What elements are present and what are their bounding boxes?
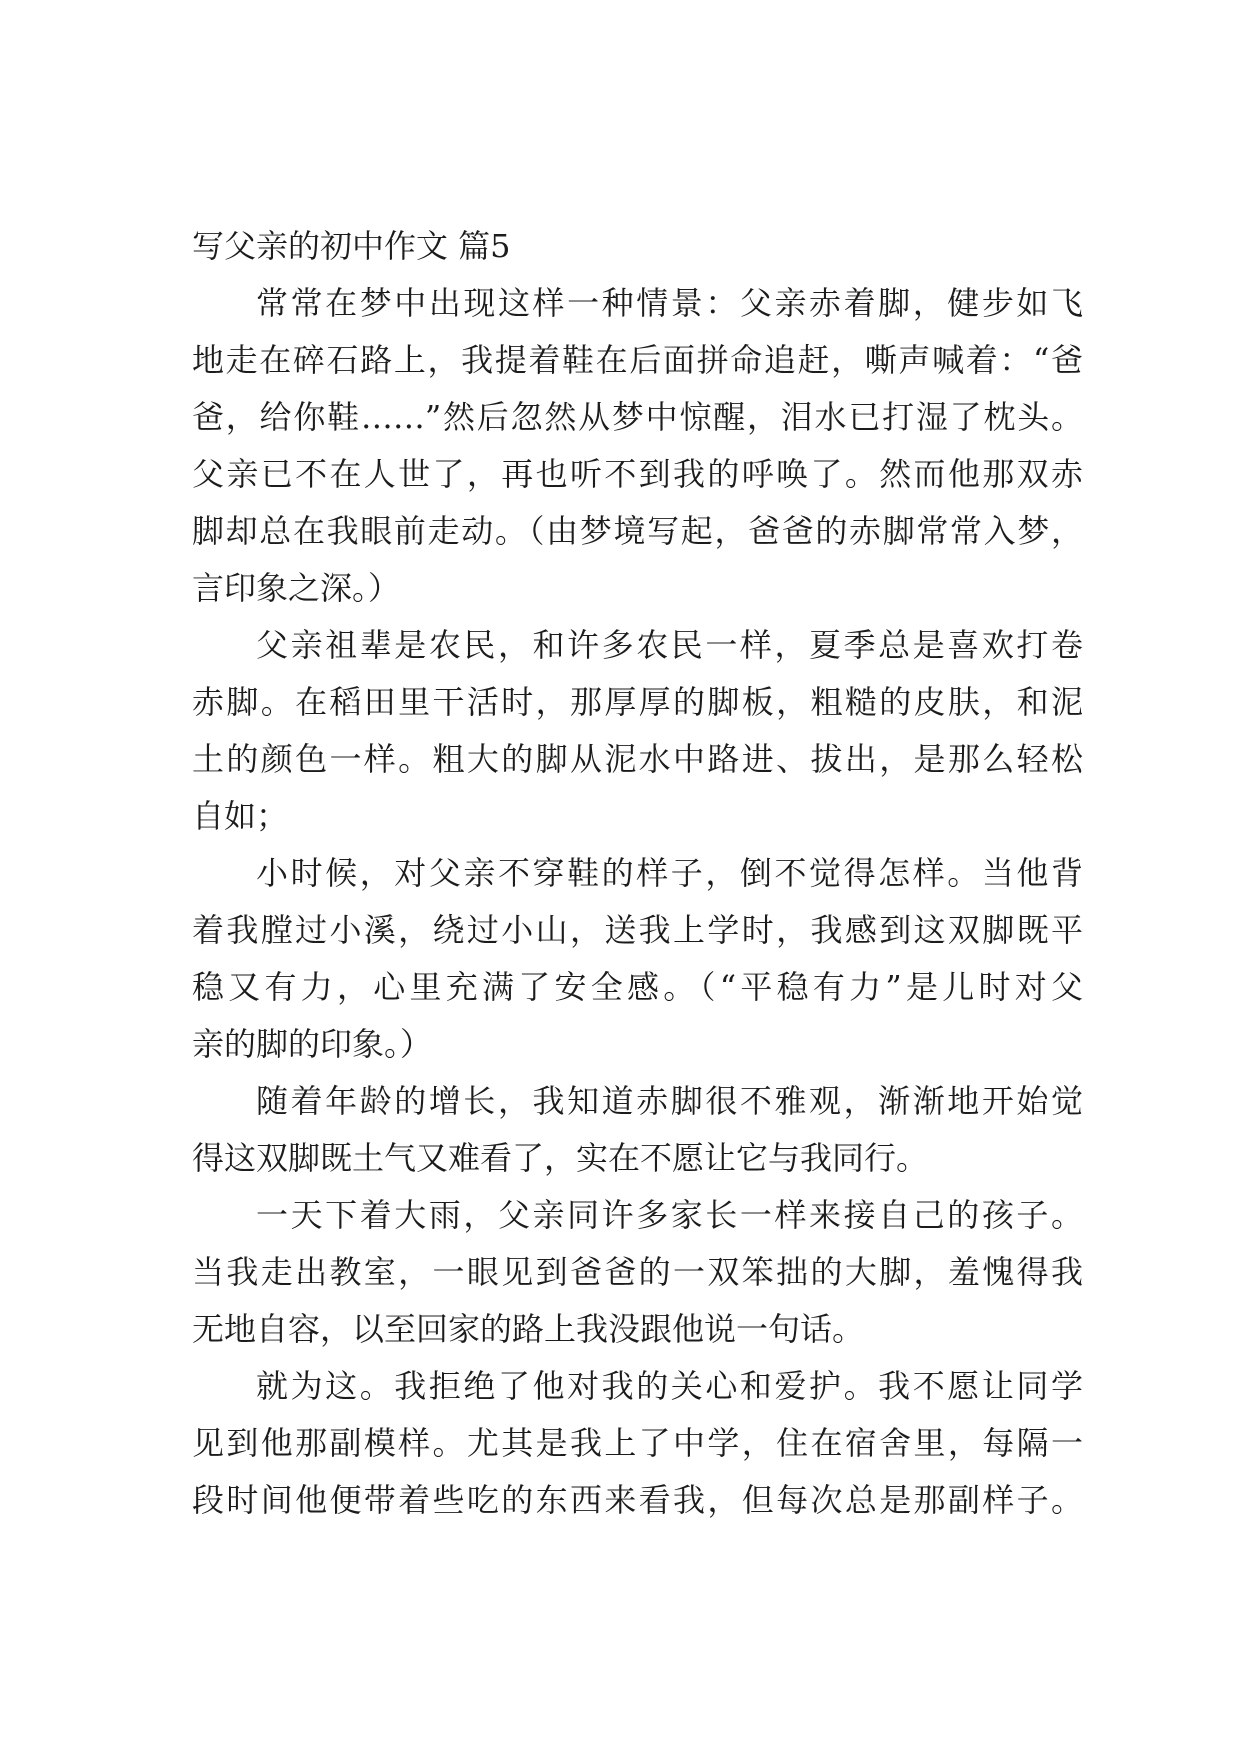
paragraph-line: 得这双脚既土气又难看了，实在不愿让它与我同行。 (192, 1139, 929, 1177)
paragraph-line: 土的颜色一样。粗大的脚从泥水中路进、拔出，是那么轻松 (192, 740, 1083, 778)
paragraph-line: 一天下着大雨，父亲同许多家长一样来接自己的孩子。 (256, 1196, 1083, 1234)
paragraph-line: 常常在梦中出现这样一种情景：父亲赤着脚，健步如飞 (256, 284, 1083, 322)
paragraph (192, 617, 1083, 845)
document-body (192, 218, 1083, 1529)
paragraph-line: 无地自容，以至回家的路上我没跟他说一句话。 (192, 1310, 865, 1348)
paragraph (192, 1073, 1083, 1187)
paragraph-line: 稳又有力，心里充满了安全感。（“平稳有力”是儿时对父 (192, 968, 1083, 1006)
paragraph-line: 父亲祖辈是农民，和许多农民一样，夏季总是喜欢打卷 (256, 626, 1083, 664)
paragraph (192, 845, 1083, 1073)
paragraph-line: 随着年龄的增长，我知道赤脚很不雅观，渐渐地开始觉 (256, 1082, 1083, 1120)
paragraph-line: 脚却总在我眼前走动。（由梦境写起，爸爸的赤脚常常入梦， (192, 512, 1083, 550)
paragraph-line: 言印象之深。） (192, 569, 401, 607)
paragraph-line: 地走在碎石路上，我提着鞋在后面拼命追赶，嘶声喊着：“爸 (192, 341, 1083, 379)
paragraph-line: 赤脚。在稻田里干活时，那厚厚的脚板，粗糙的皮肤，和泥 (192, 683, 1083, 721)
paragraph-line: 父亲已不在人世了，再也听不到我的呼唤了。然而他那双赤 (192, 455, 1083, 493)
paragraph-line: 小时候，对父亲不穿鞋的样子，倒不觉得怎样。当他背 (256, 854, 1083, 892)
paragraph (192, 1358, 1083, 1529)
paragraph-line: 段时间他便带着些吃的东西来看我，但每次总是那副样子。 (192, 1481, 1083, 1519)
paragraph-line: 亲的脚的印象。） (192, 1025, 433, 1063)
paragraph-line: 见到他那副模样。尤其是我上了中学，住在宿舍里，每隔一 (192, 1424, 1083, 1462)
paragraph-line: 着我膛过小溪，绕过小山，送我上学时，我感到这双脚既平 (192, 911, 1083, 949)
paragraph (192, 1187, 1083, 1358)
paragraph-line: 当我走出教室，一眼见到爸爸的一双笨拙的大脚，羞愧得我 (192, 1253, 1083, 1291)
paragraph (192, 275, 1083, 617)
paragraph-line: 爸，给你鞋……”然后忽然从梦中惊醒，泪水已打湿了枕头。 (192, 398, 1083, 436)
paragraph-line: 就为这。我拒绝了他对我的关心和爱护。我不愿让同学 (256, 1367, 1083, 1405)
document-title: 写父亲的初中作文 篇5 (192, 227, 511, 265)
paragraph-line: 自如； (192, 797, 289, 835)
